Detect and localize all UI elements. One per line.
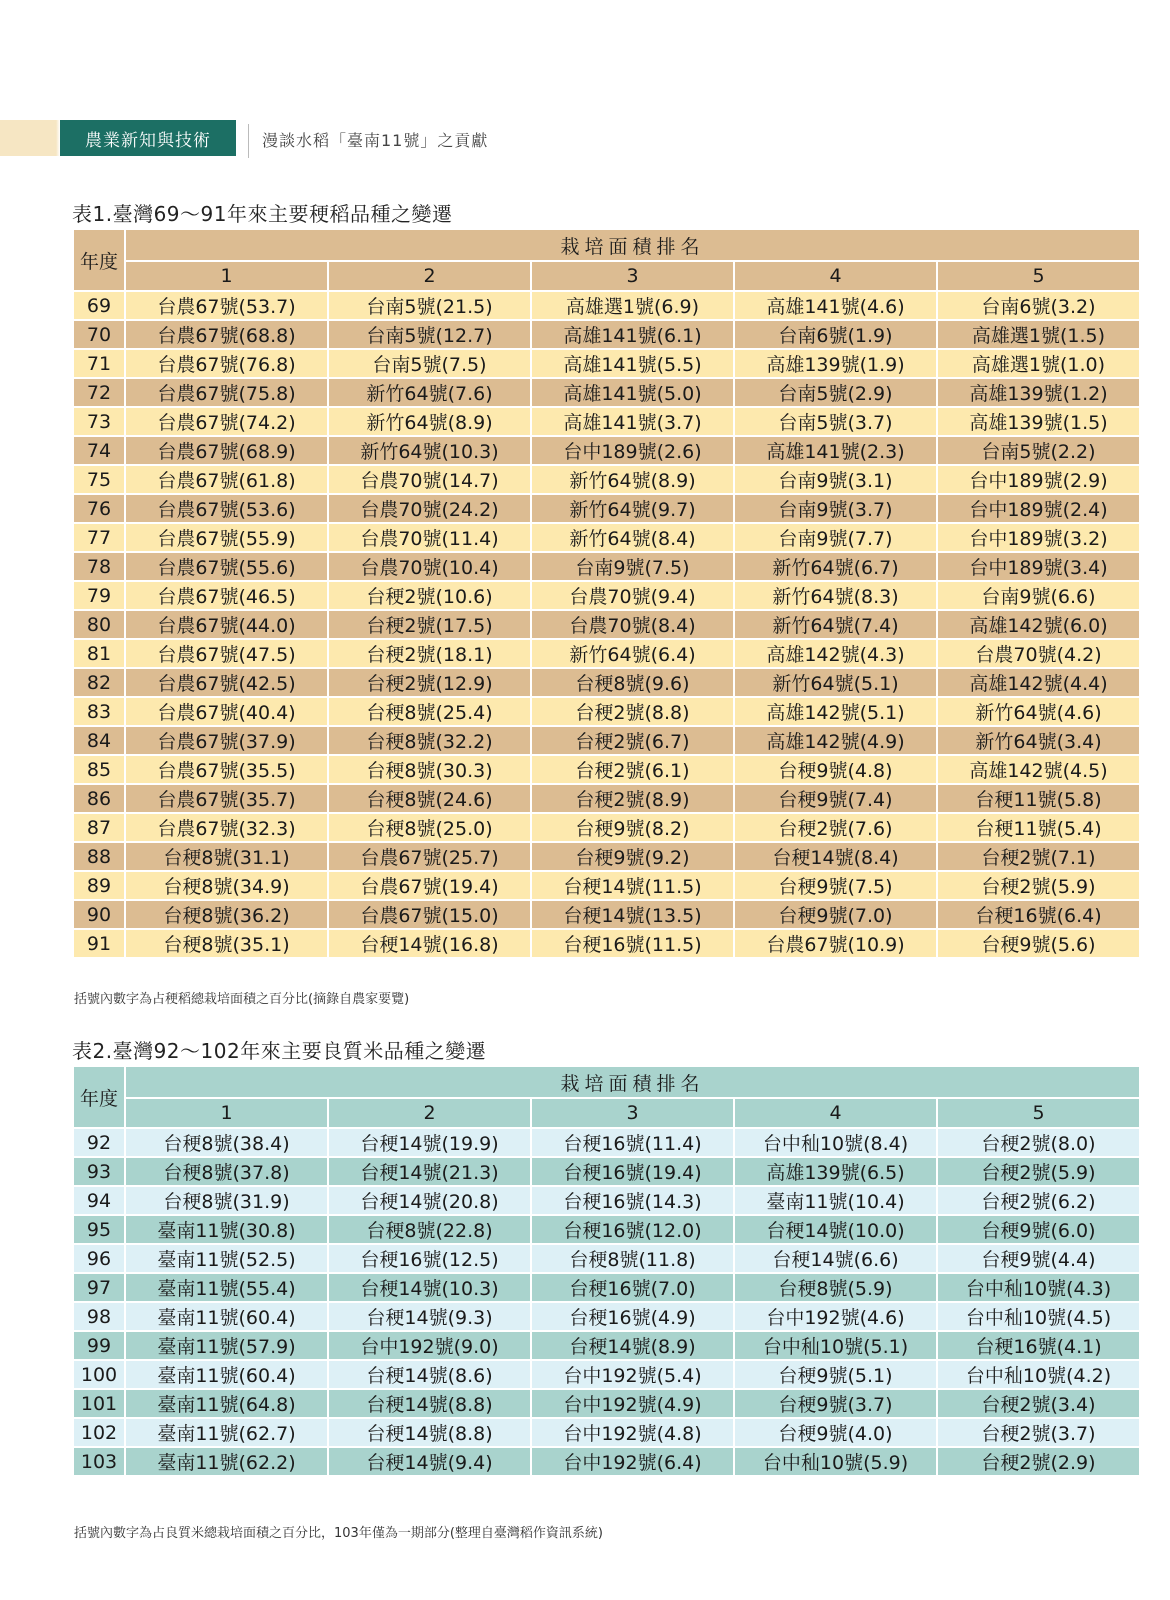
year-cell: 90 xyxy=(73,900,125,929)
variety-cell: 高雄142號(4.9) xyxy=(734,726,937,755)
variety-cell: 台南5號(7.5) xyxy=(328,349,531,378)
variety-cell: 臺南11號(57.9) xyxy=(125,1331,328,1360)
year-cell: 89 xyxy=(73,871,125,900)
variety-cell: 台稉8號(25.0) xyxy=(328,813,531,842)
year-cell: 100 xyxy=(73,1360,125,1389)
variety-cell: 台中189號(2.6) xyxy=(531,436,734,465)
variety-cell: 台稉2號(8.0) xyxy=(937,1128,1140,1157)
variety-cell: 台稉14號(21.3) xyxy=(328,1157,531,1186)
variety-cell: 台農67號(25.7) xyxy=(328,842,531,871)
table2-title: 表2.臺灣92～102年來主要良質米品種之變遷 xyxy=(72,1039,487,1063)
variety-cell: 台南5號(21.5) xyxy=(328,291,531,320)
variety-cell: 台稉11號(5.8) xyxy=(937,784,1140,813)
table-row xyxy=(73,349,1140,378)
variety-cell: 台稉2號(12.9) xyxy=(328,668,531,697)
table1-note: 括號內數字為占稉稻總栽培面積之百分比(摘錄自農家要覽) xyxy=(74,992,410,1007)
variety-cell: 高雄142號(6.0) xyxy=(937,610,1140,639)
variety-cell: 台稉2號(8.9) xyxy=(531,784,734,813)
table-row xyxy=(73,1273,1140,1302)
variety-cell: 台中189號(2.9) xyxy=(937,465,1140,494)
variety-cell: 高雄141號(6.1) xyxy=(531,320,734,349)
variety-cell: 台稉9號(3.7) xyxy=(734,1389,937,1418)
variety-cell: 臺南11號(64.8) xyxy=(125,1389,328,1418)
variety-cell: 台稉9號(7.5) xyxy=(734,871,937,900)
variety-cell: 台稉8號(37.8) xyxy=(125,1157,328,1186)
variety-cell: 台稉9號(7.0) xyxy=(734,900,937,929)
year-cell: 80 xyxy=(73,610,125,639)
table1-rank-header: 1 xyxy=(125,261,328,291)
year-cell: 69 xyxy=(73,291,125,320)
table-row xyxy=(73,436,1140,465)
year-cell: 95 xyxy=(73,1215,125,1244)
table-row xyxy=(73,320,1140,349)
variety-cell: 台稉14號(6.6) xyxy=(734,1244,937,1273)
variety-cell: 台稉14號(8.4) xyxy=(734,842,937,871)
variety-cell: 台稉8號(5.9) xyxy=(734,1273,937,1302)
table1-rank-header: 5 xyxy=(937,261,1140,291)
variety-cell: 高雄139號(1.9) xyxy=(734,349,937,378)
year-cell: 96 xyxy=(73,1244,125,1273)
table2-rank-span-header: 栽培面積排名 xyxy=(125,1066,1140,1098)
year-cell: 101 xyxy=(73,1389,125,1418)
variety-cell: 台稉8號(24.6) xyxy=(328,784,531,813)
table-row xyxy=(73,581,1140,610)
variety-cell: 台稉11號(5.4) xyxy=(937,813,1140,842)
year-cell: 75 xyxy=(73,465,125,494)
year-cell: 77 xyxy=(73,523,125,552)
variety-cell: 台農67號(46.5) xyxy=(125,581,328,610)
year-cell: 88 xyxy=(73,842,125,871)
variety-cell: 台稉9號(5.1) xyxy=(734,1360,937,1389)
variety-cell: 新竹64號(10.3) xyxy=(328,436,531,465)
variety-cell: 台中秈10號(8.4) xyxy=(734,1128,937,1157)
variety-cell: 台稉8號(30.3) xyxy=(328,755,531,784)
table-row xyxy=(73,465,1140,494)
table-row xyxy=(73,929,1140,958)
table-row xyxy=(73,494,1140,523)
variety-cell: 台稉8號(11.8) xyxy=(531,1244,734,1273)
table-row xyxy=(73,1331,1140,1360)
table2-rank-header: 1 xyxy=(125,1098,328,1128)
variety-cell: 台稉9號(4.0) xyxy=(734,1418,937,1447)
variety-cell: 台中192號(4.6) xyxy=(734,1302,937,1331)
variety-cell: 台稉16號(12.5) xyxy=(328,1244,531,1273)
table-row xyxy=(73,552,1140,581)
table1-rank-header: 4 xyxy=(734,261,937,291)
variety-cell: 台農67號(53.7) xyxy=(125,291,328,320)
table-row xyxy=(73,407,1140,436)
variety-cell: 台中秈10號(4.3) xyxy=(937,1273,1140,1302)
variety-cell: 台稉8號(22.8) xyxy=(328,1215,531,1244)
table2-year-header: 年度 xyxy=(73,1066,125,1128)
variety-cell: 台農70號(11.4) xyxy=(328,523,531,552)
variety-cell: 台稉8號(9.6) xyxy=(531,668,734,697)
variety-cell: 台稉16號(11.4) xyxy=(531,1128,734,1157)
variety-cell: 高雄選1號(1.5) xyxy=(937,320,1140,349)
variety-cell: 台稉16號(12.0) xyxy=(531,1215,734,1244)
table-row xyxy=(73,1157,1140,1186)
variety-cell: 台稉14號(16.8) xyxy=(328,929,531,958)
variety-cell: 臺南11號(62.7) xyxy=(125,1418,328,1447)
variety-cell: 台農70號(24.2) xyxy=(328,494,531,523)
table1-year-header: 年度 xyxy=(73,229,125,291)
year-cell: 70 xyxy=(73,320,125,349)
table1-rank-header: 3 xyxy=(531,261,734,291)
variety-cell: 高雄141號(4.6) xyxy=(734,291,937,320)
variety-cell: 高雄142號(4.4) xyxy=(937,668,1140,697)
year-cell: 99 xyxy=(73,1331,125,1360)
variety-cell: 台稉16號(4.1) xyxy=(937,1331,1140,1360)
variety-cell: 台稉14號(13.5) xyxy=(531,900,734,929)
year-cell: 84 xyxy=(73,726,125,755)
table1-title: 表1.臺灣69～91年來主要稉稻品種之變遷 xyxy=(72,202,453,226)
table-row xyxy=(73,900,1140,929)
variety-cell: 台稉9號(5.6) xyxy=(937,929,1140,958)
variety-cell: 台中192號(5.4) xyxy=(531,1360,734,1389)
variety-cell: 台中秈10號(4.2) xyxy=(937,1360,1140,1389)
variety-cell: 台稉8號(34.9) xyxy=(125,871,328,900)
variety-cell: 台農67號(47.5) xyxy=(125,639,328,668)
variety-cell: 台稉9號(4.4) xyxy=(937,1244,1140,1273)
variety-cell: 台農70號(9.4) xyxy=(531,581,734,610)
variety-cell: 台農67號(76.8) xyxy=(125,349,328,378)
variety-cell: 台中秈10號(5.1) xyxy=(734,1331,937,1360)
table-row xyxy=(73,1418,1140,1447)
variety-cell: 台農67號(61.8) xyxy=(125,465,328,494)
variety-cell: 高雄141號(2.3) xyxy=(734,436,937,465)
variety-cell: 台農67號(35.7) xyxy=(125,784,328,813)
variety-cell: 新竹64號(4.6) xyxy=(937,697,1140,726)
variety-cell: 台稉8號(35.1) xyxy=(125,929,328,958)
variety-cell: 台農70號(4.2) xyxy=(937,639,1140,668)
variety-cell: 台稉16號(7.0) xyxy=(531,1273,734,1302)
variety-cell: 台中秈10號(4.5) xyxy=(937,1302,1140,1331)
variety-cell: 台稉2號(5.9) xyxy=(937,871,1140,900)
table-row xyxy=(73,842,1140,871)
variety-cell: 台南5號(2.2) xyxy=(937,436,1140,465)
year-cell: 98 xyxy=(73,1302,125,1331)
variety-cell: 台農67號(32.3) xyxy=(125,813,328,842)
variety-cell: 台南9號(6.6) xyxy=(937,581,1140,610)
variety-cell: 台南9號(7.5) xyxy=(531,552,734,581)
variety-cell: 台稉2號(3.4) xyxy=(937,1389,1140,1418)
table-row xyxy=(73,1186,1140,1215)
table-row xyxy=(73,1389,1140,1418)
table2-rank-header: 4 xyxy=(734,1098,937,1128)
variety-cell: 台稉9號(6.0) xyxy=(937,1215,1140,1244)
variety-cell: 台稉8號(36.2) xyxy=(125,900,328,929)
variety-cell: 台稉8號(25.4) xyxy=(328,697,531,726)
variety-cell: 台南9號(3.1) xyxy=(734,465,937,494)
table-row xyxy=(73,523,1140,552)
variety-cell: 台中192號(6.4) xyxy=(531,1447,734,1476)
year-cell: 102 xyxy=(73,1418,125,1447)
variety-cell: 台農67號(19.4) xyxy=(328,871,531,900)
variety-cell: 台稉9號(4.8) xyxy=(734,755,937,784)
variety-cell: 高雄141號(3.7) xyxy=(531,407,734,436)
variety-cell: 台農67號(40.4) xyxy=(125,697,328,726)
variety-cell: 台稉2號(2.9) xyxy=(937,1447,1140,1476)
table1-rank-header: 2 xyxy=(328,261,531,291)
table2-rank-header: 3 xyxy=(531,1098,734,1128)
variety-cell: 台中189號(3.4) xyxy=(937,552,1140,581)
variety-cell: 高雄141號(5.5) xyxy=(531,349,734,378)
variety-cell: 台農67號(42.5) xyxy=(125,668,328,697)
variety-cell: 台農67號(44.0) xyxy=(125,610,328,639)
table-row xyxy=(73,813,1140,842)
variety-cell: 台中189號(2.4) xyxy=(937,494,1140,523)
variety-cell: 臺南11號(30.8) xyxy=(125,1215,328,1244)
table-row xyxy=(73,1244,1140,1273)
variety-cell: 台稉2號(7.1) xyxy=(937,842,1140,871)
variety-cell: 高雄139號(6.5) xyxy=(734,1157,937,1186)
year-cell: 83 xyxy=(73,697,125,726)
variety-cell: 台農67號(75.8) xyxy=(125,378,328,407)
variety-cell: 台中192號(4.8) xyxy=(531,1418,734,1447)
variety-cell: 台稉14號(10.3) xyxy=(328,1273,531,1302)
table2-rank-header: 2 xyxy=(328,1098,531,1128)
table-row xyxy=(73,1447,1140,1476)
variety-cell: 台南9號(3.7) xyxy=(734,494,937,523)
year-cell: 91 xyxy=(73,929,125,958)
table2-note: 括號內數字為占良質米總栽培面積之百分比，103年僅為一期部分(整理自臺灣稻作資訊系統) xyxy=(74,1526,603,1541)
variety-cell: 台南5號(3.7) xyxy=(734,407,937,436)
table-row xyxy=(73,291,1140,320)
variety-cell: 台稉2號(6.7) xyxy=(531,726,734,755)
table-row xyxy=(73,639,1140,668)
year-cell: 93 xyxy=(73,1157,125,1186)
table-row xyxy=(73,1302,1140,1331)
variety-cell: 台稉2號(8.8) xyxy=(531,697,734,726)
variety-cell: 新竹64號(7.4) xyxy=(734,610,937,639)
variety-cell: 台中192號(9.0) xyxy=(328,1331,531,1360)
table-row xyxy=(73,784,1140,813)
year-cell: 81 xyxy=(73,639,125,668)
year-cell: 87 xyxy=(73,813,125,842)
variety-cell: 台稉14號(8.9) xyxy=(531,1331,734,1360)
table2-rank-header: 5 xyxy=(937,1098,1140,1128)
variety-cell: 新竹64號(8.9) xyxy=(328,407,531,436)
variety-cell: 台稉8號(38.4) xyxy=(125,1128,328,1157)
variety-cell: 高雄142號(5.1) xyxy=(734,697,937,726)
table-row xyxy=(73,1360,1140,1389)
variety-cell: 臺南11號(55.4) xyxy=(125,1273,328,1302)
year-cell: 103 xyxy=(73,1447,125,1476)
variety-cell: 台稉9號(7.4) xyxy=(734,784,937,813)
section-tab-label: 農業新知與技術 xyxy=(85,130,211,151)
variety-cell: 台農67號(35.5) xyxy=(125,755,328,784)
year-cell: 82 xyxy=(73,668,125,697)
variety-cell: 台稉16號(6.4) xyxy=(937,900,1140,929)
variety-cell: 台農67號(55.6) xyxy=(125,552,328,581)
variety-cell: 台南5號(12.7) xyxy=(328,320,531,349)
variety-cell: 台南5號(2.9) xyxy=(734,378,937,407)
variety-cell: 新竹64號(5.1) xyxy=(734,668,937,697)
variety-cell: 台稉2號(7.6) xyxy=(734,813,937,842)
variety-cell: 台中192號(4.9) xyxy=(531,1389,734,1418)
table2 xyxy=(72,1065,1141,1477)
variety-cell: 台稉16號(19.4) xyxy=(531,1157,734,1186)
variety-cell: 台稉2號(6.1) xyxy=(531,755,734,784)
variety-cell: 新竹64號(8.4) xyxy=(531,523,734,552)
year-cell: 72 xyxy=(73,378,125,407)
variety-cell: 台農70號(14.7) xyxy=(328,465,531,494)
year-cell: 94 xyxy=(73,1186,125,1215)
variety-cell: 台農70號(8.4) xyxy=(531,610,734,639)
variety-cell: 台稉8號(32.2) xyxy=(328,726,531,755)
table-row xyxy=(73,1215,1140,1244)
variety-cell: 高雄141號(5.0) xyxy=(531,378,734,407)
variety-cell: 臺南11號(60.4) xyxy=(125,1360,328,1389)
table-row xyxy=(73,871,1140,900)
year-cell: 73 xyxy=(73,407,125,436)
year-cell: 92 xyxy=(73,1128,125,1157)
table1-body xyxy=(73,291,1140,958)
variety-cell: 高雄選1號(6.9) xyxy=(531,291,734,320)
variety-cell: 台稉9號(8.2) xyxy=(531,813,734,842)
variety-cell: 台稉2號(5.9) xyxy=(937,1157,1140,1186)
variety-cell: 高雄142號(4.5) xyxy=(937,755,1140,784)
variety-cell: 台中秈10號(5.9) xyxy=(734,1447,937,1476)
year-cell: 71 xyxy=(73,349,125,378)
variety-cell: 新竹64號(8.9) xyxy=(531,465,734,494)
variety-cell: 台農67號(15.0) xyxy=(328,900,531,929)
year-cell: 86 xyxy=(73,784,125,813)
table1 xyxy=(72,228,1141,959)
year-cell: 79 xyxy=(73,581,125,610)
variety-cell: 台稉16號(4.9) xyxy=(531,1302,734,1331)
variety-cell: 高雄139號(1.5) xyxy=(937,407,1140,436)
table-row xyxy=(73,610,1140,639)
table-row xyxy=(73,726,1140,755)
variety-cell: 台農67號(74.2) xyxy=(125,407,328,436)
variety-cell: 新竹64號(3.4) xyxy=(937,726,1140,755)
variety-cell: 台稉14號(19.9) xyxy=(328,1128,531,1157)
variety-cell: 台稉8號(31.9) xyxy=(125,1186,328,1215)
variety-cell: 新竹64號(7.6) xyxy=(328,378,531,407)
year-cell: 74 xyxy=(73,436,125,465)
table-row xyxy=(73,755,1140,784)
variety-cell: 台稉2號(18.1) xyxy=(328,639,531,668)
table-row xyxy=(73,697,1140,726)
variety-cell: 台農67號(68.9) xyxy=(125,436,328,465)
variety-cell: 台農67號(55.9) xyxy=(125,523,328,552)
variety-cell: 高雄選1號(1.0) xyxy=(937,349,1140,378)
header-divider xyxy=(248,124,249,158)
section-tab xyxy=(60,120,236,156)
variety-cell: 臺南11號(60.4) xyxy=(125,1302,328,1331)
variety-cell: 台中189號(3.2) xyxy=(937,523,1140,552)
variety-cell: 台稉14號(11.5) xyxy=(531,871,734,900)
table2-body xyxy=(73,1128,1140,1476)
variety-cell: 台稉2號(10.6) xyxy=(328,581,531,610)
year-cell: 85 xyxy=(73,755,125,784)
variety-cell: 台農67號(10.9) xyxy=(734,929,937,958)
variety-cell: 臺南11號(10.4) xyxy=(734,1186,937,1215)
year-cell: 78 xyxy=(73,552,125,581)
variety-cell: 台稉2號(6.2) xyxy=(937,1186,1140,1215)
article-title: 漫談水稻「臺南11號」之貢獻 xyxy=(262,131,489,150)
variety-cell: 新竹64號(8.3) xyxy=(734,581,937,610)
variety-cell: 臺南11號(62.2) xyxy=(125,1447,328,1476)
table1-rank-span-header: 栽培面積排名 xyxy=(125,229,1140,261)
variety-cell: 台農67號(53.6) xyxy=(125,494,328,523)
variety-cell: 台稉14號(10.0) xyxy=(734,1215,937,1244)
variety-cell: 台稉14號(8.8) xyxy=(328,1389,531,1418)
variety-cell: 新竹64號(6.4) xyxy=(531,639,734,668)
variety-cell: 高雄139號(1.2) xyxy=(937,378,1140,407)
variety-cell: 台南6號(3.2) xyxy=(937,291,1140,320)
variety-cell: 台稉14號(9.4) xyxy=(328,1447,531,1476)
variety-cell: 台稉2號(17.5) xyxy=(328,610,531,639)
variety-cell: 台稉14號(20.8) xyxy=(328,1186,531,1215)
variety-cell: 台稉14號(9.3) xyxy=(328,1302,531,1331)
variety-cell: 台農70號(10.4) xyxy=(328,552,531,581)
variety-cell: 高雄142號(4.3) xyxy=(734,639,937,668)
variety-cell: 台南9號(7.7) xyxy=(734,523,937,552)
variety-cell: 台稉14號(8.6) xyxy=(328,1360,531,1389)
variety-cell: 新竹64號(9.7) xyxy=(531,494,734,523)
variety-cell: 台稉14號(8.8) xyxy=(328,1418,531,1447)
year-cell: 76 xyxy=(73,494,125,523)
table-row xyxy=(73,1128,1140,1157)
variety-cell: 臺南11號(52.5) xyxy=(125,1244,328,1273)
table-row xyxy=(73,668,1140,697)
variety-cell: 台稉16號(11.5) xyxy=(531,929,734,958)
variety-cell: 台稉8號(31.1) xyxy=(125,842,328,871)
table-row xyxy=(73,378,1140,407)
variety-cell: 台農67號(37.9) xyxy=(125,726,328,755)
variety-cell: 台農67號(68.8) xyxy=(125,320,328,349)
variety-cell: 台稉2號(3.7) xyxy=(937,1418,1140,1447)
variety-cell: 台稉16號(14.3) xyxy=(531,1186,734,1215)
year-cell: 97 xyxy=(73,1273,125,1302)
variety-cell: 新竹64號(6.7) xyxy=(734,552,937,581)
variety-cell: 台南6號(1.9) xyxy=(734,320,937,349)
variety-cell: 台稉9號(9.2) xyxy=(531,842,734,871)
